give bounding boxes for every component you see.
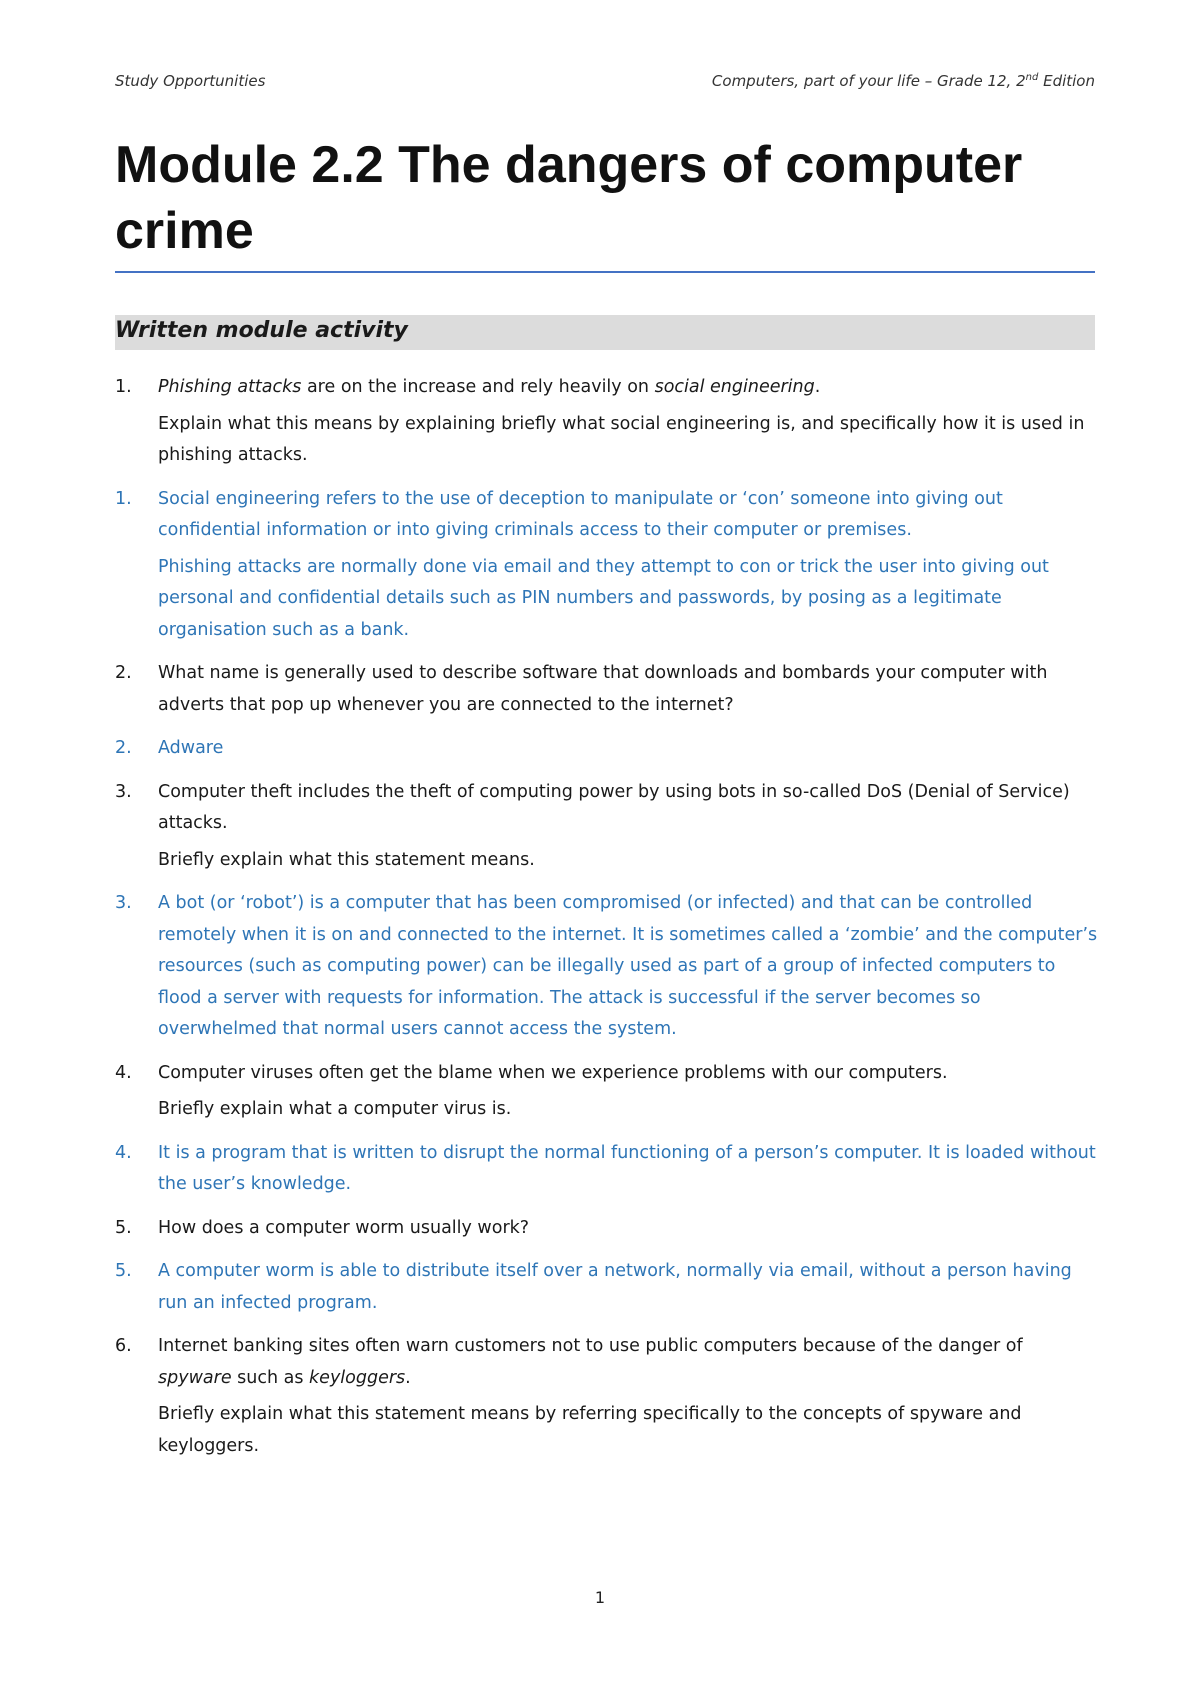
- question-4: [115, 1058, 1100, 1126]
- question-text: Computer viruses often get the blame when we experience problems with our computers.: [158, 1062, 948, 1083]
- answer-text: Phishing attacks are normally done via email and they attempt to con or trick the user into giving out personal and confidential details such as PIN numbers and passwords, by posing as a legitimate organisation such as a bank.: [158, 556, 1049, 640]
- question-text: Computer theft includes the theft of computing power by using bots in so-called DoS (Denial of Service) attacks.: [158, 781, 1070, 833]
- question-2: [115, 658, 1100, 721]
- page-header: [115, 72, 1095, 90]
- question-text: How does a computer worm usually work?: [158, 1217, 530, 1238]
- item-number: 4.: [115, 1142, 132, 1163]
- item-number: 3.: [115, 893, 132, 913]
- item-number: 1.: [115, 488, 132, 509]
- answer-5: [115, 1256, 1100, 1319]
- page-number: 1: [594, 1588, 606, 1607]
- question-6: [115, 1331, 1100, 1462]
- question-text: What name is generally used to describe software that downloads and bombards your computer with adverts that pop up whenever you are connected to the internet?: [158, 663, 1048, 715]
- item-number: 2.: [115, 663, 132, 683]
- item-number: 4.: [115, 1062, 132, 1083]
- answer-text: Adware: [158, 738, 224, 758]
- question-text: Phishing attacks are on the increase and rely heavily on social engineering.: [158, 377, 821, 397]
- header-right: Computers, part of your life – Grade 12, 2nd Edition: [711, 72, 1095, 90]
- answer-2: [115, 733, 1100, 765]
- section-heading: Written module activity: [115, 318, 408, 343]
- question-3: [115, 777, 1100, 877]
- page-title: Module 2.2 The dangers of computer crime: [115, 136, 1023, 260]
- question-text: Briefly explain what this statement means.: [158, 849, 535, 870]
- question-text: Briefly explain what a computer virus is.: [158, 1099, 512, 1119]
- answer-text: Social engineering refers to the use of deception to manipulate or ‘con’ someone into giving out confidential information or into giving criminals access to their computer or premises.: [158, 488, 1003, 540]
- item-number: 5.: [115, 1261, 132, 1281]
- item-number: 2.: [115, 738, 132, 758]
- activity-list: [115, 372, 1100, 1474]
- question-text: Explain what this means by explaining briefly what social engineering is, and specifically how it is used in phishing attacks.: [158, 413, 1085, 465]
- answer-text: A computer worm is able to distribute itself over a network, normally via email, without a person having run an infected program.: [158, 1261, 1072, 1313]
- item-number: 3.: [115, 781, 132, 802]
- answer-3: [115, 888, 1100, 1046]
- answer-text: It is a program that is written to disrupt the normal functioning of a person’s computer. It is loaded without the user’s knowledge.: [158, 1142, 1096, 1194]
- question-5: [115, 1213, 1100, 1245]
- header-left: Study Opportunities: [115, 72, 266, 90]
- question-text: Internet banking sites often warn customers not to use public computers because of the danger of spyware such as keyloggers.: [158, 1336, 1023, 1388]
- item-number: 5.: [115, 1217, 132, 1238]
- answer-4: [115, 1138, 1100, 1201]
- question-text: Briefly explain what this statement means by referring specifically to the concepts of spyware and keyloggers.: [158, 1404, 1022, 1456]
- item-number: 1.: [115, 377, 132, 397]
- item-number: 6.: [115, 1336, 132, 1356]
- answer-1: [115, 484, 1100, 647]
- title-underline: [115, 271, 1095, 273]
- question-1: [115, 372, 1100, 472]
- answer-text: A bot (or ‘robot’) is a computer that has been compromised (or infected) and that can be controlled remotely when it is on and connected to the internet. It is sometimes called a ‘zombie’ and the computer’s resources (such as computing power) can be illegally used as part of a group of infected computers to flood a server with requests for information. The attack is successful if the server becomes so overwhelmed that normal users cannot access the system.: [158, 893, 1098, 1039]
